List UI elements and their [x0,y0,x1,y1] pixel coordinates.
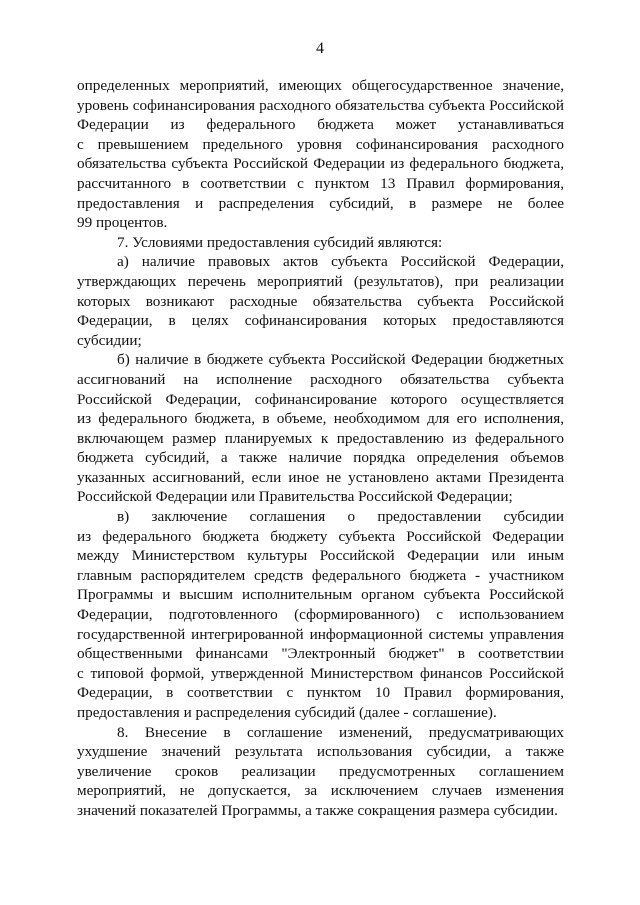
text-line: 99 процентов. [77,214,168,232]
text-line: Федерации, подготовленного (сформированного) с использованием [77,606,564,624]
paragraph [77,350,564,507]
text-line: уровень софинансирования расходного обязательства субъекта Российской [77,96,564,114]
text-line: Российской Федерации, софинансирование которого осуществляется [77,390,564,408]
text-line: в) заключение соглашения о предоставлении субсидии [117,508,564,526]
text-line: бюджета субсидий, а также наличие порядка определения объемов [77,449,564,467]
text-line: с превышением предельного уровня софинансирования расходного [77,135,564,153]
text-line: рассчитанного в соответствии с пунктом 13 Правил формирования, [77,174,564,192]
text-line: Российской Федерации или Правительства Российской Федерации; [77,488,513,506]
text-line: Программы и высшим исполнительным органом субъекта Российской [77,586,564,604]
text-line: из федерального бюджета бюджету субъекта Российской Федерации [77,527,564,545]
text-line: 7. Условиями предоставления субсидий являются: [117,233,443,251]
text-line: б) наличие в бюджете субъекта Российской Федерации бюджетных [117,351,564,369]
text-line: субсидии; [77,331,142,349]
text-line: а) наличие правовых актов субъекта Российской Федерации, [117,253,564,271]
text-line: Федерации, в целях софинансирования которых предоставляются [77,312,564,330]
text-line: главным распорядителем средств федерального бюджета - участником [77,566,564,584]
text-line: с типовой формой, утвержденной Министерством финансов Российской [77,664,564,682]
text-line: увеличение сроков реализации предусмотренных соглашением [77,762,564,780]
text-line: предоставления и распределения субсидий (далее - соглашение). [77,704,497,721]
text-line: между Министерством культуры Российской Федерации или иным [77,547,564,565]
paragraph [77,723,564,821]
paragraph [77,507,564,723]
text-line: которых возникают расходные обязательства субъекта Российской [77,292,564,310]
text-line: указанных ассигнований, если иное не установлено актами Президента [77,468,564,486]
text-line: государственной интегрированной информационной системы управления [77,625,564,643]
text-line: мероприятий, не допускается, за исключением случаев изменения [77,782,564,800]
text-line: Федерации из федерального бюджета может устанавливаться [77,116,564,134]
text-line: обязательства субъекта Российской Федерации из федерального бюджета, [77,155,564,173]
text-line: утверждающих перечень мероприятий (результатов), при реализации [77,272,564,290]
paragraph [77,76,564,233]
text-line: 8. Внесение в соглашение изменений, предусматривающих [117,723,564,741]
text-line: ухудшение значений результата использования субсидии, а также [77,743,564,761]
text-line: предоставления и распределения субсидий, в размере не более [77,194,564,212]
text-line: определенных мероприятий, имеющих общегосударственное значение, [77,77,564,94]
paragraph [77,252,564,350]
text-line: ассигнований на исполнение расходного обязательства субъекта [77,370,564,388]
text-line: из федерального бюджета, в объеме, необходимом для его исполнения, [77,410,564,428]
text-line: значений показателей Программы, а также сокращения размера субсидии. [77,801,558,819]
text-line: общественными финансами "Электронный бюджет" в соответствии [77,645,564,663]
document-body [77,76,564,821]
page-number: 4 [316,40,324,57]
paragraph [77,233,564,253]
text-line: Федерации, в соответствии с пунктом 10 Правил формирования, [77,684,564,702]
text-line: включающем размер планируемых к предоставлению из федерального [77,429,564,447]
